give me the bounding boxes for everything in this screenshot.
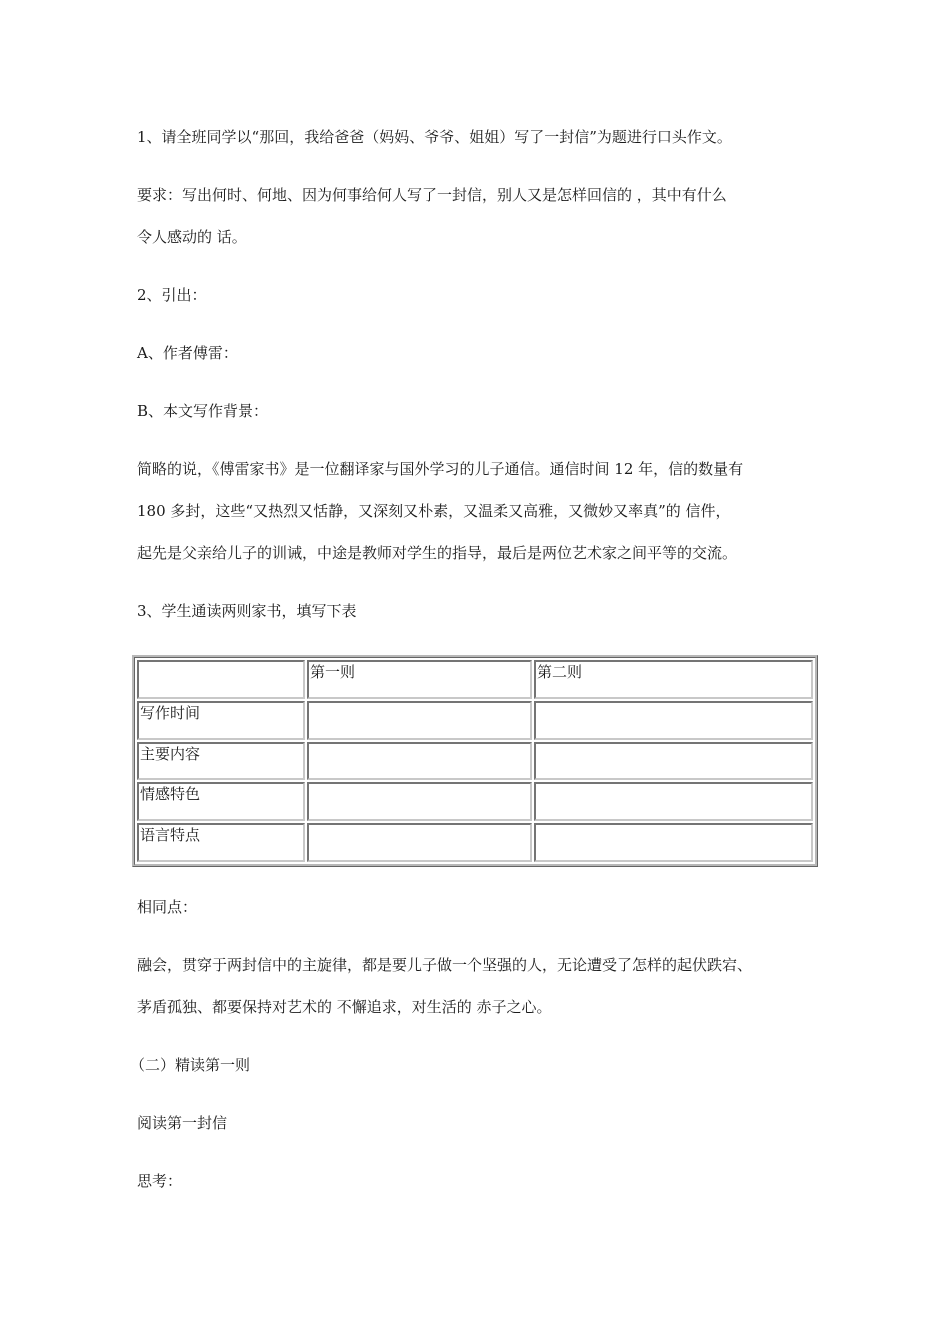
paragraph-similarities: 相同点： [137, 898, 198, 916]
table-row-label: 主要内容 [137, 742, 305, 781]
paragraph-oral-composition: 1、请全班同学以“那回，我给爸爸（妈妈、爷爷、姐姐）写了一封信”为题进行口头作文。 [137, 128, 732, 146]
table-header-cell: 第一则 [307, 660, 532, 699]
paragraph-background-line-3: 起先是父亲给儿子的训诫，中途是教师对学生的指导，最后是两位艺术家之间平等的交流。 [137, 544, 738, 562]
paragraph-background-line-1: 简略的说，《傅雷家书》是一位翻译家与国外学习的儿子通信。通信时间 12 年，信的数量有 [137, 460, 744, 478]
table-cell [307, 782, 532, 821]
table-cell [534, 823, 813, 862]
table-cell [307, 701, 532, 740]
table-header-cell: 第二则 [534, 660, 813, 699]
paragraph-read-letters: 3、学生通读两则家书，填写下表 [137, 602, 357, 620]
paragraph-background-heading: B、本文写作背景： [137, 402, 269, 420]
table-cell [307, 742, 532, 781]
table-header-cell [137, 660, 305, 699]
paragraph-author: A、作者傅雷： [137, 344, 238, 362]
paragraph-read-first-letter: 阅读第一封信 [137, 1114, 228, 1132]
table-row [137, 701, 813, 740]
section-heading-close-reading: （二）精读第一则 [130, 1056, 251, 1074]
paragraph-theme-line-2: 茅盾孤独、都要保持对艺术的 不懈追求，对生活的 赤子之心。 [137, 998, 552, 1016]
table-cell [534, 742, 813, 781]
paragraph-requirement-line-1: 要求：写出何时、何地、因为何事给何人写了一封信，别人又是怎样回信的 ，其中有什么 [137, 186, 727, 204]
table-header-row [137, 660, 813, 699]
table-cell [534, 701, 813, 740]
table-row [137, 782, 813, 821]
paragraph-introduction: 2、引出： [137, 286, 207, 304]
table-row [137, 823, 813, 862]
letters-comparison-table [132, 655, 818, 867]
paragraph-requirement-line-2: 令人感动的 话。 [137, 228, 247, 246]
table-cell [307, 823, 532, 862]
table-cell [534, 782, 813, 821]
table-row-label: 情感特色 [137, 782, 305, 821]
paragraph-background-line-2: 180 多封，这些“又热烈又恬静，又深刻又朴素，又温柔又高雅，又微妙又率真”的 信件， [137, 502, 731, 520]
paragraph-theme-line-1: 融会，贯穿于两封信中的主旋律，都是要儿子做一个坚强的人，无论遭受了怎样的起伏跌宕、 [137, 956, 753, 974]
table-row-label: 语言特点 [137, 823, 305, 862]
table-row-label: 写作时间 [137, 701, 305, 740]
paragraph-think: 思考： [137, 1172, 183, 1190]
table-row [137, 742, 813, 781]
